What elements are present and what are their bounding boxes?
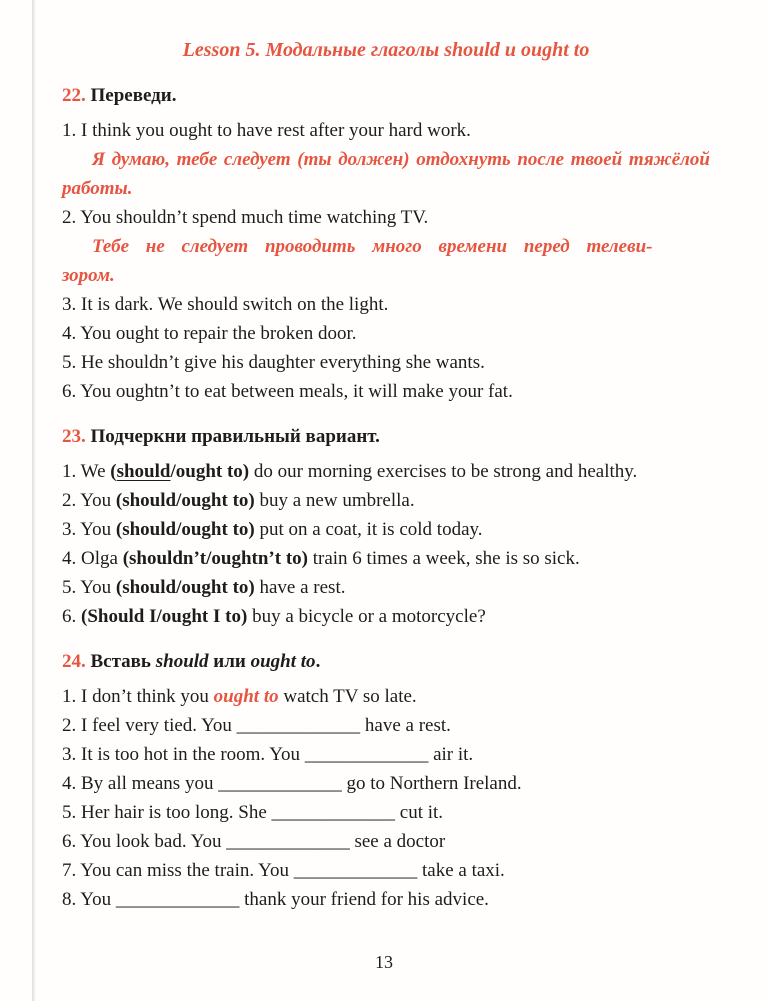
- text-segment: 6. You look bad. You: [62, 831, 227, 852]
- text-segment: cut it.: [395, 802, 444, 823]
- text-segment: (shouldn’t/oughtn’t to): [122, 548, 308, 569]
- exercise-item: [62, 798, 710, 827]
- text-segment: /ought to): [170, 461, 250, 482]
- text-segment: 8. You: [62, 889, 116, 910]
- text-segment: 6. You oughtn’t to eat between meals, it will make your fat.: [62, 381, 513, 402]
- task-text: [62, 798, 710, 827]
- text-segment: 5. You: [62, 577, 116, 598]
- task-text: [62, 377, 710, 406]
- text-segment: train 6 times a week, she is so sick.: [307, 548, 580, 569]
- exercise-item: [62, 544, 710, 573]
- exercise-item: [62, 348, 710, 377]
- answer-blank: _____________: [236, 715, 361, 736]
- exercise-item: [62, 573, 710, 602]
- task-text: [62, 602, 710, 631]
- exercises: [62, 81, 710, 914]
- exercise-item: [62, 486, 710, 515]
- text-segment: 5. He shouldn’t give his daughter everything she wants.: [62, 352, 485, 373]
- text-segment: (should/ought to): [115, 490, 255, 511]
- exercise-heading: [62, 422, 710, 451]
- exercise-heading: [62, 647, 710, 676]
- task-text: [62, 827, 710, 856]
- exercise-number: 24.: [62, 651, 91, 672]
- task-text: [62, 885, 710, 914]
- exercise-22: [62, 81, 710, 406]
- text-segment: 4. Olga: [62, 548, 123, 569]
- exercise-item: [62, 602, 710, 631]
- text-segment: 1. I think you ought to have rest after your hard work.: [62, 120, 471, 141]
- text-segment: 7. You can miss the train. You: [62, 860, 294, 881]
- text-segment: ought to: [213, 686, 279, 707]
- translation-text: [62, 232, 710, 290]
- text-segment: 2. You: [62, 490, 116, 511]
- task-text: [62, 515, 710, 544]
- page-content: [62, 36, 710, 930]
- exercise-item: [62, 290, 710, 319]
- answer-blank: _____________: [115, 889, 240, 910]
- task-text: [62, 544, 710, 573]
- text-segment: go to Northern Ireland.: [341, 773, 522, 794]
- exercise-number: 23.: [62, 426, 91, 447]
- text-segment: 1. We: [62, 461, 111, 482]
- text-segment: 2. You shouldn’t spend much time watching TV.: [62, 207, 429, 228]
- text-segment: (should/ought to): [115, 577, 255, 598]
- task-text: [62, 486, 710, 515]
- text-segment: зором.: [62, 265, 115, 286]
- text-segment: Подчеркни правильный вариант.: [90, 426, 380, 447]
- exercise-item: [62, 116, 710, 203]
- exercise-24: [62, 647, 710, 914]
- text-segment: thank your friend for his advice.: [239, 889, 489, 910]
- exercise-item: [62, 740, 710, 769]
- exercise-item: [62, 203, 710, 290]
- text-segment: Переведи.: [90, 85, 177, 106]
- task-text: [62, 203, 710, 232]
- text-segment: (Should I/ought I to): [81, 606, 248, 627]
- answer-blank: _____________: [218, 773, 342, 794]
- task-text: [62, 856, 710, 885]
- exercise-item: [62, 856, 710, 885]
- text-segment: ought to: [250, 651, 316, 672]
- text-segment: 6.: [62, 606, 81, 627]
- text-segment: air it.: [428, 744, 474, 765]
- text-segment: see a doctor: [349, 831, 446, 852]
- translation-text: [62, 145, 710, 203]
- text-segment: 3. It is dark. We should switch on the light.: [62, 294, 389, 315]
- text-segment: 4. By all means you: [62, 773, 219, 794]
- text-segment: should: [116, 461, 171, 482]
- task-text: [62, 682, 710, 711]
- exercise-item: [62, 769, 710, 798]
- text-segment: should: [155, 651, 209, 672]
- task-text: [62, 116, 710, 145]
- text-segment: have a rest.: [360, 715, 451, 736]
- answer-blank: _____________: [271, 802, 396, 823]
- text-segment: Тебе не следует проводить много времени перед телеви-: [92, 236, 653, 257]
- task-text: [62, 319, 710, 348]
- exercise-heading: [62, 81, 710, 110]
- exercise-number: 22.: [62, 85, 91, 106]
- text-segment: (should/ought to): [115, 519, 255, 540]
- exercise-item: [62, 827, 710, 856]
- exercise-item: [62, 319, 710, 348]
- text-segment: 4. You ought to repair the broken door.: [62, 323, 357, 344]
- task-text: [62, 573, 710, 602]
- text-segment: 3. You: [62, 519, 116, 540]
- page-gutter-shadow: [32, 0, 36, 1001]
- answer-blank: _____________: [226, 831, 350, 852]
- text-segment: 1. I don’t think you: [62, 686, 214, 707]
- answer-blank: _____________: [293, 860, 418, 881]
- text-segment: (: [110, 461, 117, 482]
- text-segment: watch TV so late.: [278, 686, 417, 707]
- text-segment: put on a coat, it is cold today.: [254, 519, 483, 540]
- text-segment: take a taxi.: [417, 860, 505, 881]
- exercise-23: [62, 422, 710, 631]
- text-segment: 5. Her hair is too long. She: [62, 802, 272, 823]
- page-number: 13: [375, 952, 393, 972]
- task-text: [62, 290, 710, 319]
- exercise-item: [62, 885, 710, 914]
- exercise-item: [62, 515, 710, 544]
- exercise-item: [62, 377, 710, 406]
- text-segment: have a rest.: [254, 577, 346, 598]
- text-segment: 2. I feel very tied. You: [62, 715, 237, 736]
- exercise-item: [62, 682, 710, 711]
- lesson-title: Lesson 5. Модальные глаголы should и ought to: [182, 39, 590, 61]
- task-text: [62, 769, 710, 798]
- text-segment: Вставь: [90, 651, 156, 672]
- text-segment: buy a new umbrella.: [254, 490, 415, 511]
- text-segment: buy a bicycle or a motorcycle?: [247, 606, 486, 627]
- exercise-item: [62, 457, 710, 486]
- task-text: [62, 740, 710, 769]
- text-segment: 3. It is too hot in the room. You: [62, 744, 305, 765]
- text-segment: Я думаю, тебе следует (ты должен) отдохнуть после твоей тяжёлой работы.: [62, 149, 710, 199]
- text-segment: do our morning exercises to be strong and healthy.: [249, 461, 638, 482]
- exercise-item: [62, 711, 710, 740]
- task-text: [62, 348, 710, 377]
- text-segment: или: [208, 651, 251, 672]
- answer-blank: _____________: [304, 744, 429, 765]
- task-text: [62, 711, 710, 740]
- task-text: [62, 457, 710, 486]
- text-segment: .: [315, 651, 321, 672]
